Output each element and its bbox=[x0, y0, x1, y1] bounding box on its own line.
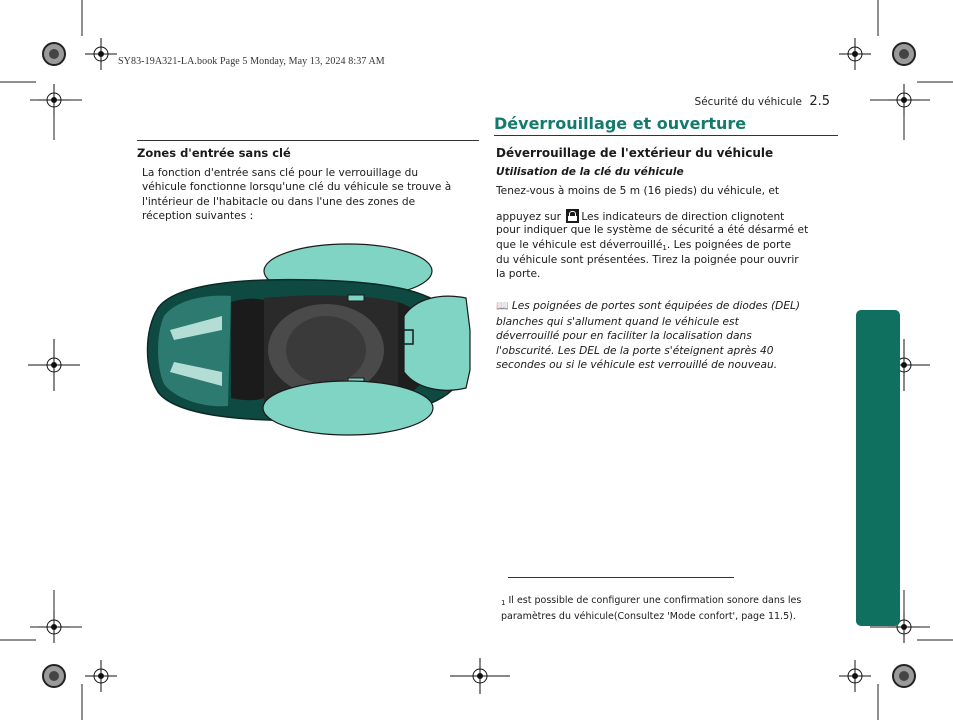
footnote-rule bbox=[508, 577, 734, 578]
footnote-text: Il est possible de configurer une confirmation sonore dans les bbox=[508, 595, 802, 606]
paragraph-line: pour indiquer que le système de sécurité a été désarmé et bbox=[496, 224, 809, 236]
paragraph-text: . Les poignées de porte bbox=[666, 239, 792, 251]
footnote-line bbox=[501, 594, 801, 610]
footnote bbox=[501, 594, 801, 623]
left-line: réception suivantes : bbox=[142, 210, 254, 223]
right-heading: Déverrouillage de l'extérieur du véhicule bbox=[496, 146, 774, 160]
paragraph-text: appuyez sur bbox=[496, 211, 561, 223]
note-line: secondes ou si le véhicule est verrouillé de nouveau. bbox=[496, 359, 778, 372]
paragraph-line: du véhicule sont présentées. Tirez la poignée pour ouvrir bbox=[496, 254, 799, 266]
note-line: blanches qui s'allument quand le véhicule est bbox=[496, 315, 739, 328]
left-rule bbox=[137, 140, 479, 141]
right-subheading: Utilisation de la clé du véhicule bbox=[496, 166, 684, 178]
left-line: l'intérieur de l'habitacle ou dans l'une des zones de bbox=[142, 195, 416, 208]
paragraph-line: Tenez-vous à moins de 5 m (16 pieds) du véhicule, et bbox=[496, 185, 780, 197]
paragraph-text: que le véhicule est déverrouillé bbox=[496, 239, 663, 251]
print-slug: SY83-19A321-LA.book Page 5 Monday, May 13, 2024 8:37 AM bbox=[118, 56, 385, 67]
note-text: Les poignées de portes sont équipées de diodes (DEL) bbox=[511, 300, 801, 312]
left-line: véhicule fonctionne lorsqu'une clé du véhicule se trouve à bbox=[142, 181, 452, 194]
running-header-label: Sécurité du véhicule bbox=[694, 96, 802, 108]
note-line bbox=[496, 299, 800, 315]
section-rule bbox=[494, 135, 838, 136]
paragraph-line: la porte. bbox=[496, 268, 541, 280]
lock-open-icon bbox=[566, 209, 579, 223]
chapter-tab bbox=[856, 310, 900, 626]
note-line: l'obscurité. Les DEL de la porte s'éteignent après 40 bbox=[496, 344, 774, 357]
book-icon: 📖 bbox=[496, 301, 509, 312]
section-title: Déverrouillage et ouverture bbox=[494, 114, 747, 133]
left-paragraph bbox=[142, 166, 485, 224]
left-line: La fonction d'entrée sans clé pour le verrouillage du bbox=[142, 167, 419, 179]
running-header bbox=[695, 94, 830, 109]
note-line: déverrouillé pour en faciliter la localisation dans bbox=[496, 330, 752, 343]
footnote-ref: 1 bbox=[662, 244, 667, 252]
note-paragraph bbox=[496, 299, 800, 373]
footnote-line: paramètres du véhicule(Consultez 'Mode confort', page 11.5). bbox=[501, 611, 796, 622]
page-number: 2.5 bbox=[809, 94, 830, 109]
car-keyless-zones-illustration bbox=[136, 238, 476, 448]
footnote-marker: 1 bbox=[501, 599, 506, 607]
paragraph-text: Les indicateurs de direction clignotent bbox=[581, 211, 785, 223]
left-heading: Zones d'entrée sans clé bbox=[137, 146, 291, 160]
